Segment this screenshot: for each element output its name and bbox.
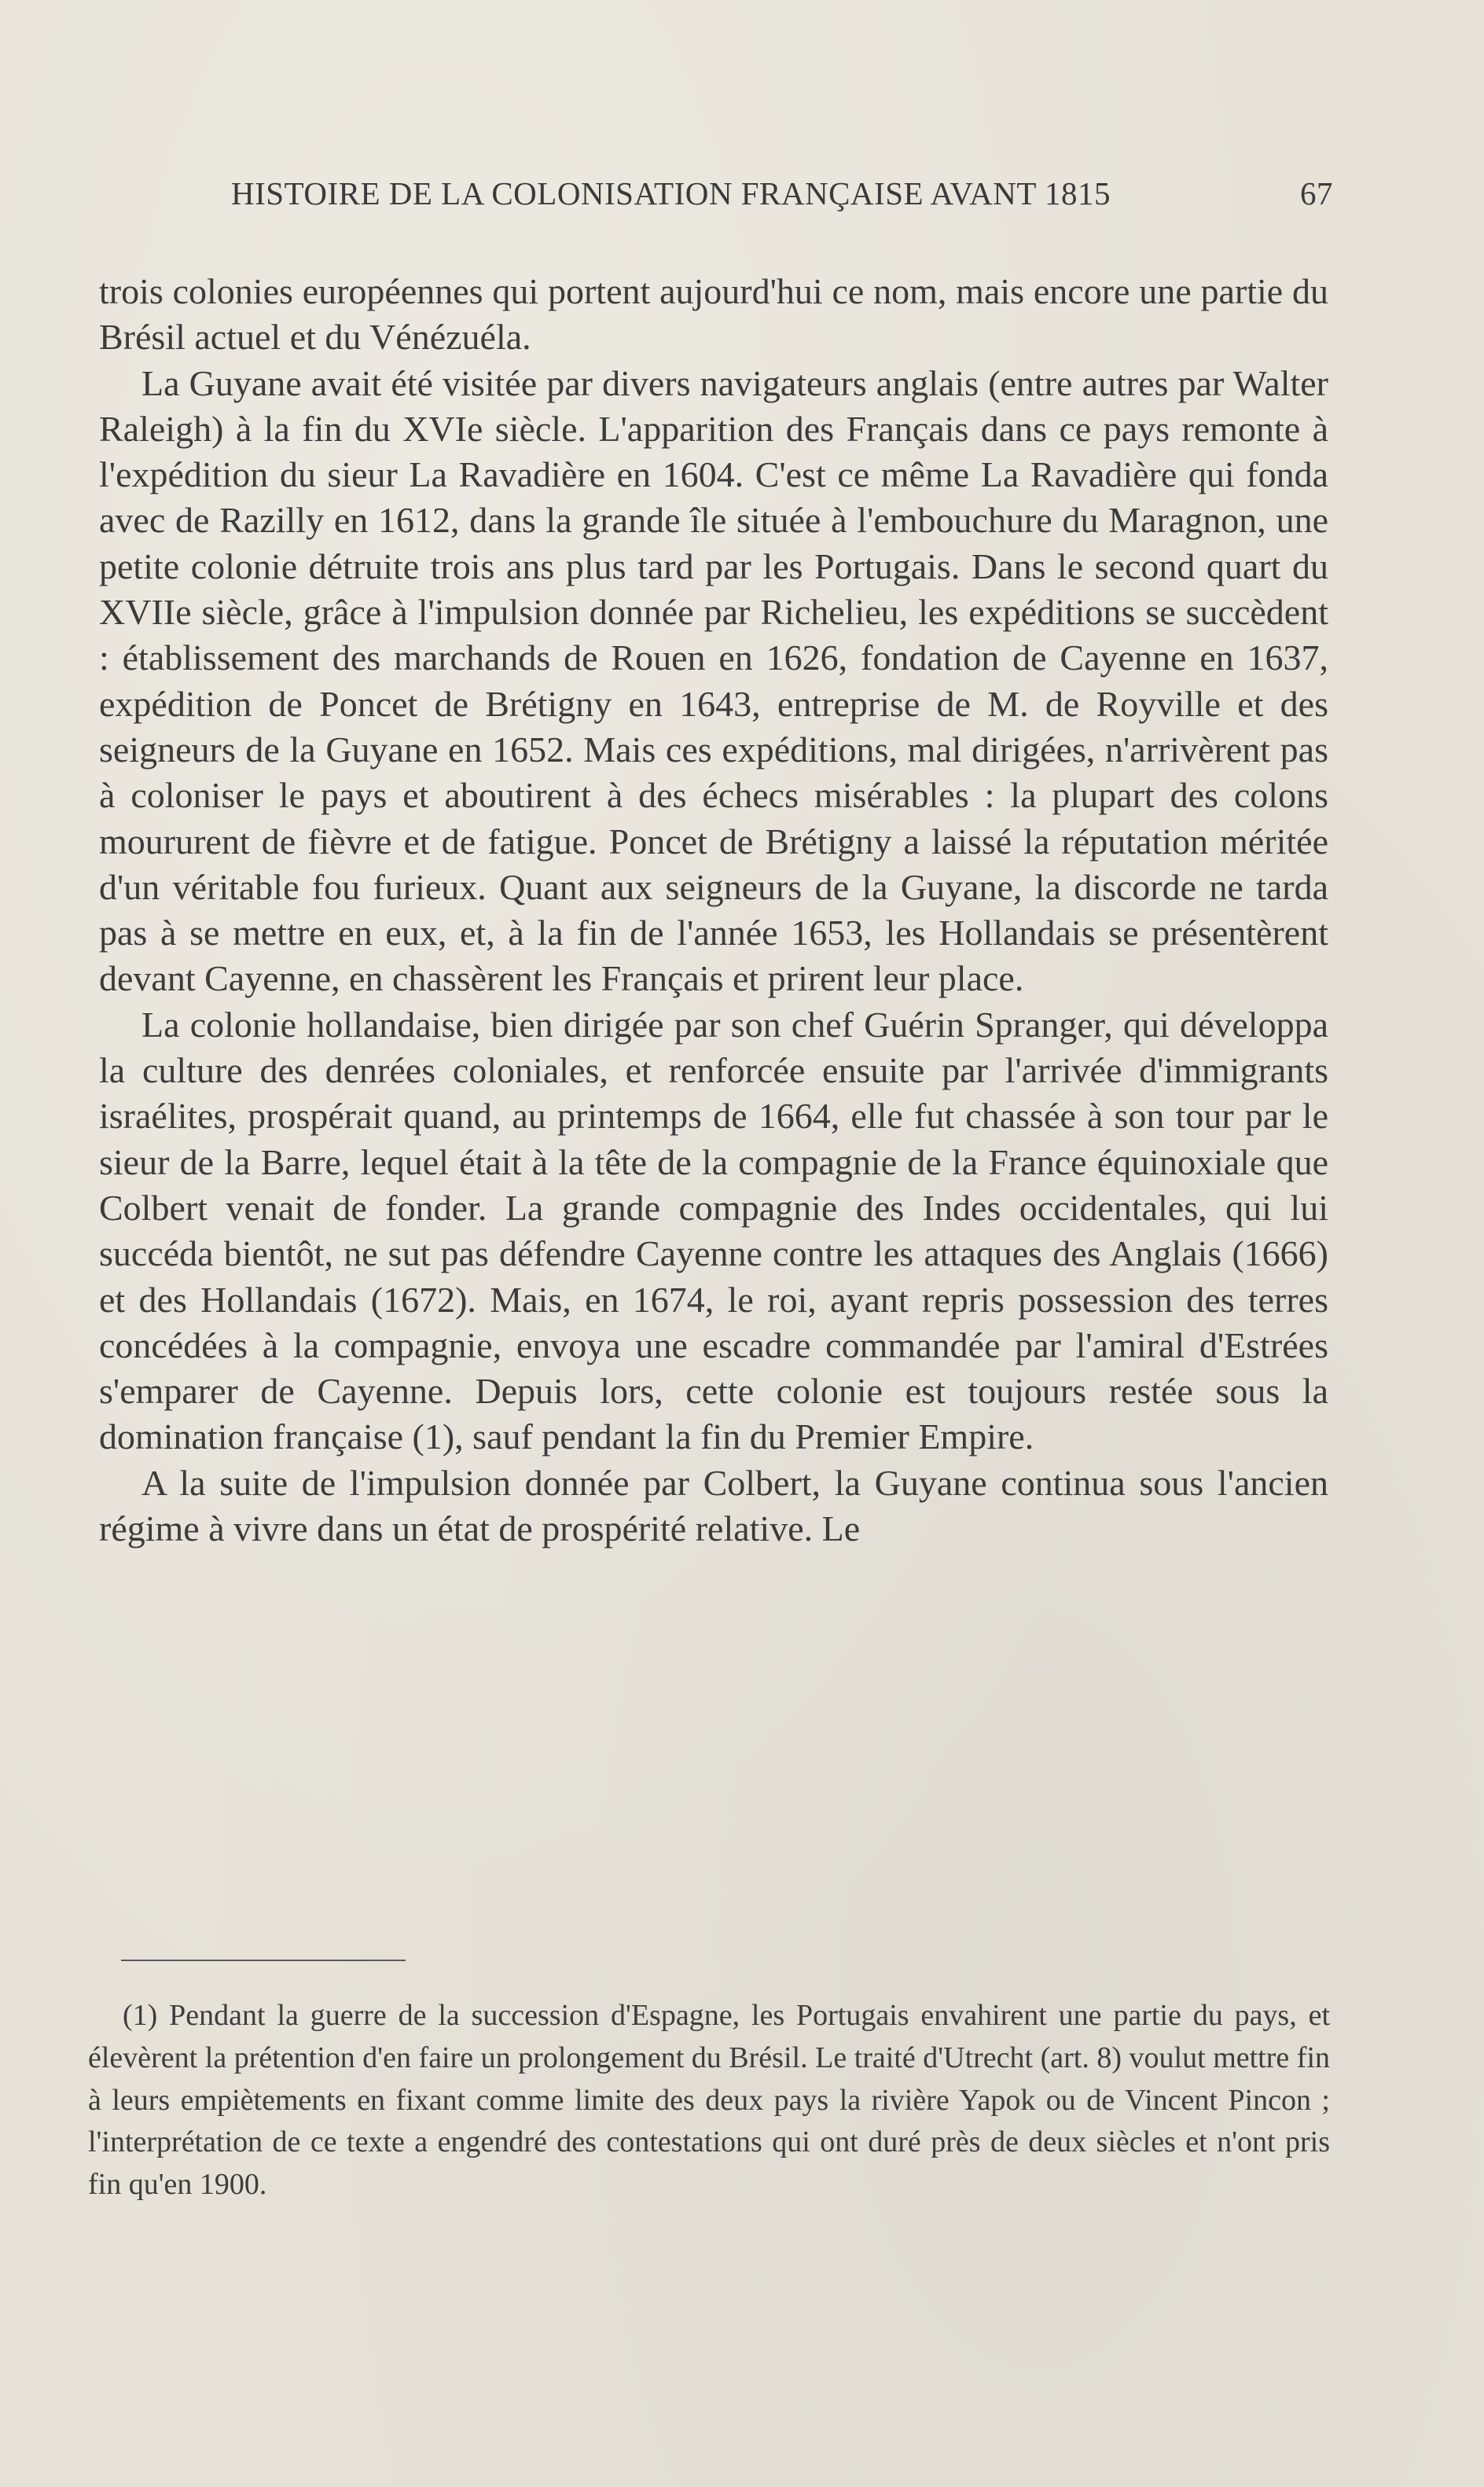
paragraph-dutch-colony: La colonie hollandaise, bien dirigée par son chef Guérin Spranger, qui développa la culture des denrées coloniales, et renforcée ensuite par l'arrivée d'immigrants israélites, prospérait quand, au printemps de 1664, elle fut chassée à son tour par le sieur de la Barre, lequel était à la tête de la compagnie de la France équinoxiale que Colbert venait de fonder. La grande compagnie des Indes occidentales, qui lui succéda bientôt, ne sut pas défendre Cayenne contre les attaques des Anglais (1666) et des Hollandais (1672). Mais, en 1674, le roi, ayant repris possession des terres concédées à la compagnie, envoya une escadre commandée par l'amiral d'Estrées s'emparer de Cayenne. Depuis lors, cette colonie est toujours restée sous la domination française (1), sauf pendant la fin du Premier Empire. [99, 1004, 1328, 1457]
paragraph-guyane-history: La Guyane avait été visitée par divers navigateurs anglais (entre autres par Walter Raleigh) à la fin du XVIe siècle. L'apparition des Français dans ce pays remonte à l'expédition du sieur La Ravadière en 1604. C'est ce même La Ravadière qui fonda avec de Razilly en 1612, dans la grande île située à l'embouchure du Maragnon, une petite colonie détruite trois ans plus tard par les Portugais. Dans le second quart du XVIIe siècle, grâce à l'impulsion donnée par Richelieu, les expéditions se succèdent : établissement des marchands de Rouen en 1626, fondation de Cayenne en 1637, expédition de Poncet de Brétigny en 1643, entreprise de M. de Royville et des seigneurs de la Guyane en 1652. Mais ces expéditions, mal dirigées, n'arrivèrent pas à coloniser le pays et aboutirent à des échecs misérables : la plupart des colons moururent de fièvre et de fatigue. Poncet de Brétigny a laissé la réputation méritée d'un véritable fou furieux. Quant aux seigneurs de la Guyane, la discorde ne tarda pas à se mettre en eux, et, à la fin de l'année 1653, les Hollandais se présentèrent devant Cayenne, en chassèrent les Français et prirent leur place. [99, 362, 1328, 999]
footnote-divider [121, 1960, 406, 1961]
running-title: HISTOIRE DE LA COLONISATION FRANÇAISE AVANT 1815 [231, 175, 1111, 211]
paragraph-colbert: A la suite de l'impulsion donnée par Colbert, la Guyane continua sous l'ancien régime à vivre dans un état de prospérité relative. Le [99, 1462, 1328, 1549]
main-text [99, 269, 1328, 1552]
running-head [217, 174, 1333, 222]
paragraph-continued: trois colonies européennes qui portent aujourd'hui ce nom, mais encore une partie du Brésil actuel et du Vénézuéla. [99, 271, 1328, 358]
footnote: (1) Pendant la guerre de la succession d'Espagne, les Portugais envahirent une partie du pays, et élevèrent la prétention d'en faire un prolongement du Brésil. Le traité d'Utrecht (art. 8) voulut mettre fin à leurs empiètements en fixant comme limite des deux pays la rivière Yapok ou de Vincent Pincon ; l'interprétation de ce texte a engendré des contestations qui ont duré près de deux siècles et n'ont pris fin qu'en 1900. [88, 1999, 1330, 2202]
page-number: 67 [1300, 175, 1333, 211]
